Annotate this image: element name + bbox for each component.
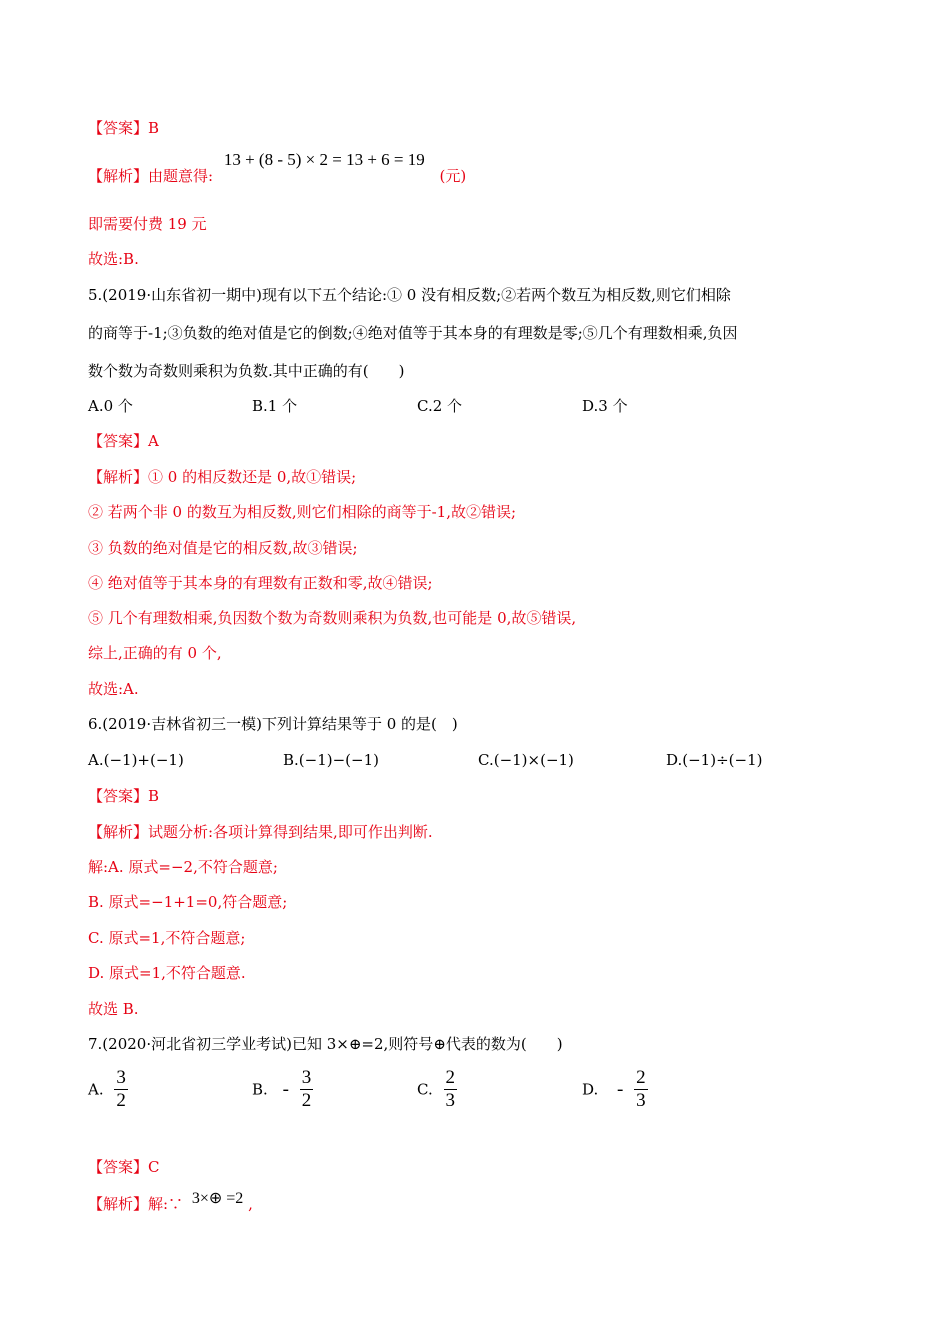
fraction-numerator: 2 xyxy=(445,1067,455,1088)
analysis-line: ④ 绝对值等于其本身的有理数有正数和零,故④错误; xyxy=(88,574,433,592)
analysis-label: 【解析】解:∵ xyxy=(88,1195,184,1213)
question-7-stem: 7.(2020·河北省初三学业考试)已知 3×⊕=2,则符号⊕代表的数为( ) xyxy=(88,1035,563,1053)
answer-label: 【答案】C xyxy=(88,1158,160,1176)
question-5-option-b: B.1 个 xyxy=(252,397,298,415)
answer-label: 【答案】A xyxy=(88,432,159,450)
analysis-line: ② 若两个非 0 的数互为相反数,则它们相除的商等于-1,故②错误; xyxy=(88,503,517,521)
unit-text: (元) xyxy=(439,167,467,185)
fraction xyxy=(444,1067,458,1112)
question-6-stem: 6.(2019·吉林省初三一模)下列计算结果等于 0 的是( ) xyxy=(88,715,458,733)
analysis-label: 【解析】由题意得: xyxy=(88,167,214,185)
question-7-option-c xyxy=(417,1067,457,1112)
math-formula: 13 + (8 - 5) × 2 = 13 + 6 = 19 xyxy=(223,150,425,169)
analysis-line: 故选 B. xyxy=(88,1000,139,1018)
question-7-option-d xyxy=(582,1067,648,1112)
question-7-option-a xyxy=(88,1067,128,1112)
analysis-line: B. 原式=−1+1=0,符合题意; xyxy=(88,893,288,911)
select-text: 故选:B. xyxy=(88,250,139,268)
analysis-line: C. 原式=1,不符合题意; xyxy=(88,929,246,947)
question-5-stem-line-1: 5.(2019·山东省初一期中)现有以下五个结论:① 0 没有相反数;②若两个数互为相反数,则它们相除 xyxy=(88,286,731,304)
fraction-denominator: 2 xyxy=(116,1090,126,1111)
fraction-numerator: 2 xyxy=(636,1067,646,1088)
fraction xyxy=(634,1067,648,1112)
math-formula: 3×⊕ =2 xyxy=(191,1190,244,1207)
fraction-denominator: 3 xyxy=(445,1090,455,1111)
punctuation: , xyxy=(248,1195,253,1213)
fraction-numerator: 3 xyxy=(301,1067,312,1088)
question-5-option-d: D.3 个 xyxy=(582,397,628,415)
analysis-line: 解:A. 原式=−2,不符合题意; xyxy=(88,858,278,876)
question-7-option-b xyxy=(252,1067,313,1112)
analysis-line: 【解析】试题分析:各项计算得到结果,即可作出判断. xyxy=(88,823,433,841)
minus-sign: - xyxy=(617,1078,624,1100)
analysis-line: 故选:A. xyxy=(88,680,139,698)
option-label: C. xyxy=(417,1080,433,1099)
question-6-option-b: B.(−1)−(−1) xyxy=(283,751,379,769)
analysis-line: 【解析】① 0 的相反数还是 0,故①错误; xyxy=(88,468,357,486)
analysis-line: 综上,正确的有 0 个, xyxy=(88,644,222,662)
fraction-denominator: 3 xyxy=(636,1090,646,1111)
question-5-option-c: C.2 个 xyxy=(417,397,463,415)
question-5-stem-line-3: 数个数为奇数则乘积为负数.其中正确的有( ) xyxy=(88,362,405,380)
option-label: D. xyxy=(582,1080,599,1099)
fraction-denominator: 2 xyxy=(301,1090,312,1111)
fraction-numerator: 3 xyxy=(116,1067,126,1088)
question-6-option-d: D.(−1)÷(−1) xyxy=(666,751,763,769)
option-label: B. xyxy=(252,1080,268,1099)
analysis-line: ③ 负数的绝对值是它的相反数,故③错误; xyxy=(88,539,358,557)
fraction xyxy=(114,1067,128,1112)
analysis-text: 即需要付费 19 元 xyxy=(88,215,207,233)
question-5-stem-line-2: 的商等于-1;③负数的绝对值是它的倒数;④绝对值等于其本身的有理数是零;⑤几个有理数相乘,负因 xyxy=(88,324,738,342)
option-label: A. xyxy=(88,1080,104,1099)
question-5-option-a: A.0 个 xyxy=(88,397,133,415)
answer-label: 【答案】B xyxy=(88,119,160,137)
question-6-option-a: A.(−1)+(−1) xyxy=(88,751,184,769)
analysis-formula-line xyxy=(88,150,466,190)
fraction xyxy=(300,1067,314,1112)
question-6-option-c: C.(−1)×(−1) xyxy=(478,751,574,769)
analysis-formula-line xyxy=(88,1188,253,1218)
answer-label: 【答案】B xyxy=(88,787,160,805)
analysis-line: D. 原式=1,不符合题意. xyxy=(88,964,246,982)
analysis-line: ⑤ 几个有理数相乘,负因数个数为奇数则乘积为负数,也可能是 0,故⑤错误, xyxy=(88,609,577,627)
minus-sign: - xyxy=(282,1078,289,1100)
